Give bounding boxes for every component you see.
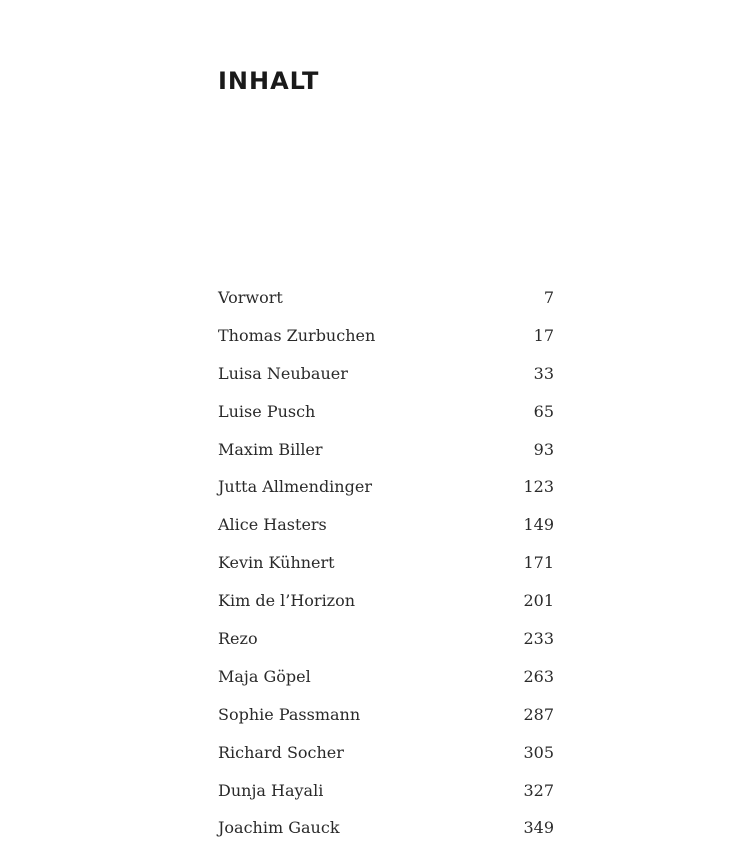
toc-entry xyxy=(218,436,554,474)
toc-entry-page: 149 xyxy=(523,515,554,535)
toc-entry xyxy=(218,814,554,852)
toc-entry-title: Sophie Passmann xyxy=(218,704,361,724)
toc-entry-page: 287 xyxy=(523,704,554,724)
toc-entry xyxy=(218,663,554,701)
toc-entry xyxy=(218,511,554,549)
toc-entry xyxy=(218,473,554,511)
toc-entry-title: Richard Socher xyxy=(218,742,344,762)
toc-entry xyxy=(218,284,554,322)
toc-entry-page: 233 xyxy=(523,629,554,649)
toc-entry-title: Maja Göpel xyxy=(218,666,311,686)
page-title: INHALT xyxy=(218,67,320,95)
toc-entry xyxy=(218,549,554,587)
toc-entry xyxy=(218,701,554,739)
toc-entry xyxy=(218,739,554,777)
toc-entry xyxy=(218,587,554,625)
toc-entry-title: Kevin Kühnert xyxy=(218,553,335,573)
toc-entry-title: Kim de l’Horizon xyxy=(218,591,356,611)
table-of-contents xyxy=(218,284,554,852)
toc-entry-title: Maxim Biller xyxy=(218,439,323,459)
toc-entry xyxy=(218,360,554,398)
toc-entry-page: 201 xyxy=(523,591,554,611)
toc-entry xyxy=(218,777,554,815)
toc-entry-title: Joachim Gauck xyxy=(218,818,340,838)
toc-entry xyxy=(218,625,554,663)
toc-entry-page: 17 xyxy=(533,325,554,345)
toc-entry-title: Luisa Neubauer xyxy=(218,363,348,383)
toc-entry-page: 33 xyxy=(533,363,554,383)
toc-entry-title: Thomas Zurbuchen xyxy=(218,325,376,345)
toc-entry-title: Vorwort xyxy=(218,288,283,307)
toc-entry-page: 305 xyxy=(523,742,554,762)
toc-entry-title: Alice Hasters xyxy=(218,515,327,535)
toc-entry-page: 65 xyxy=(533,401,554,421)
toc-entry-page: 93 xyxy=(533,439,554,459)
toc-entry-title: Jutta Allmendinger xyxy=(218,477,372,497)
toc-entry-page: 7 xyxy=(543,288,554,307)
toc-entry-page: 263 xyxy=(523,666,554,686)
toc-entry-title: Luise Pusch xyxy=(218,401,316,421)
toc-entry-page: 123 xyxy=(523,477,554,497)
toc-entry xyxy=(218,398,554,436)
toc-entry-page: 171 xyxy=(523,553,554,573)
toc-entry-page: 349 xyxy=(523,818,554,838)
toc-entry-title: Dunja Hayali xyxy=(218,780,324,800)
toc-entry-title: Rezo xyxy=(218,629,258,649)
toc-entry-page: 327 xyxy=(523,780,554,800)
toc-entry xyxy=(218,322,554,360)
